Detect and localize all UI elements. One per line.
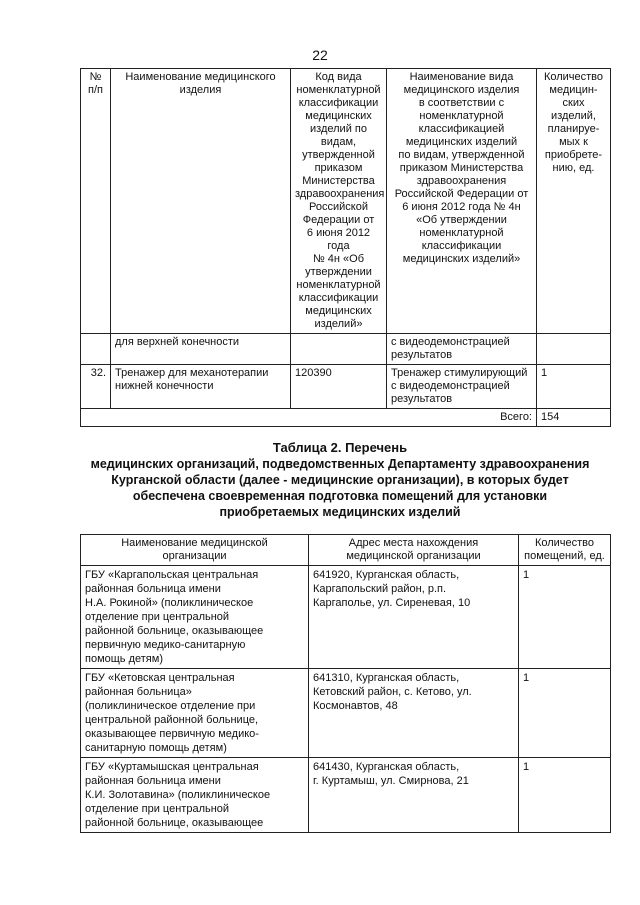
- cell-quantity: 1: [537, 365, 611, 409]
- cell-type-name: Тренажер стимулирующий с видеодемонстрацией результатов: [387, 365, 537, 409]
- cell-quantity: [537, 334, 611, 365]
- table-header-row: [81, 69, 611, 334]
- cell-rooms: 1: [519, 758, 611, 833]
- header-org-name: Наименование медицинской организации: [81, 535, 309, 566]
- page-number: 22: [312, 47, 328, 63]
- cell-code: 120390: [291, 365, 387, 409]
- header-rooms: Количество помещений, ед.: [519, 535, 611, 566]
- table-row: [81, 669, 611, 758]
- cell-type-name: с видеодемонстрацией результатов: [387, 334, 537, 365]
- table-row: [81, 365, 611, 409]
- cell-org-name: ГБУ «Куртамышская центральная районная больница имени К.И. Золотавина» (поликлиническое отделение при центральной районной больнице, оказывающее: [81, 758, 309, 833]
- medical-devices-table: [80, 68, 611, 427]
- cell-num: 32.: [81, 365, 111, 409]
- total-value: 154: [537, 409, 611, 427]
- cell-rooms: 1: [519, 566, 611, 669]
- cell-rooms: 1: [519, 669, 611, 758]
- table-row: [81, 566, 611, 669]
- cell-device-name: Тренажер для механотерапии нижней конечности: [111, 365, 291, 409]
- cell-org-name: ГБУ «Кетовская центральная районная больница» (поликлиническое отделение при центральной районной больнице, оказывающее первичную медико- санитарную помощь детям): [81, 669, 309, 758]
- cell-address: 641920, Курганская область, Каргапольский район, р.п. Каргаполье, ул. Сиреневая, 10: [309, 566, 519, 669]
- cell-org-name: ГБУ «Каргапольская центральная районная больница имени Н.А. Рокиной» (поликлиническое отделение при центральной районной больнице, оказывающее первичную медико-санитарную помощь детям): [81, 566, 309, 669]
- header-address: Адрес места нахождения медицинской организации: [309, 535, 519, 566]
- total-row: [81, 409, 611, 427]
- table2-title-line1: Таблица 2. Перечень: [272, 440, 408, 455]
- cell-num: [81, 334, 111, 365]
- header-num: № п/п: [81, 69, 111, 334]
- header-code: Код вида номенклатурной классификации медицинских изделий по видам, утвержденной приказом Министерства здравоохранения Российской Федерации от 6 июня 2012 года № 4н «Об утверждении номенклатурной классификации медицинских изделий»: [291, 69, 387, 334]
- table-header-row: [81, 535, 611, 566]
- header-device-name: Наименование медицинского изделия: [111, 69, 291, 334]
- table2-title-rest: медицинских организаций, подведомственных Департаменту здравоохранения Курганской области (далее - медицинские организации), в которых будет обеспечена своевременная подготовка помещений для установки приобретаемых медицинских изделий: [90, 457, 590, 519]
- medical-organizations-table: [80, 534, 611, 833]
- table2-title: [70, 440, 610, 520]
- cell-address: 641430, Курганская область, г. Куртамыш, ул. Смирнова, 21: [309, 758, 519, 833]
- table-row: [81, 758, 611, 833]
- total-label: Всего:: [81, 409, 537, 427]
- table-row: [81, 334, 611, 365]
- cell-device-name: для верхней конечности: [111, 334, 291, 365]
- header-quantity: Количество медицин- ских изделий, планируе- мых к приобрете- нию, ед.: [537, 69, 611, 334]
- header-type-name: Наименование вида медицинского изделия в соответствии с номенклатурной классификацией медицинских изделий по видам, утвержденной приказом Министерства здравоохранения Российской Федерации от 6 июня 2012 года № 4н «Об утверждении номенклатурной классификации медицинских изделий»: [387, 69, 537, 334]
- cell-address: 641310, Курганская область, Кетовский район, с. Кетово, ул. Космонавтов, 48: [309, 669, 519, 758]
- cell-code: [291, 334, 387, 365]
